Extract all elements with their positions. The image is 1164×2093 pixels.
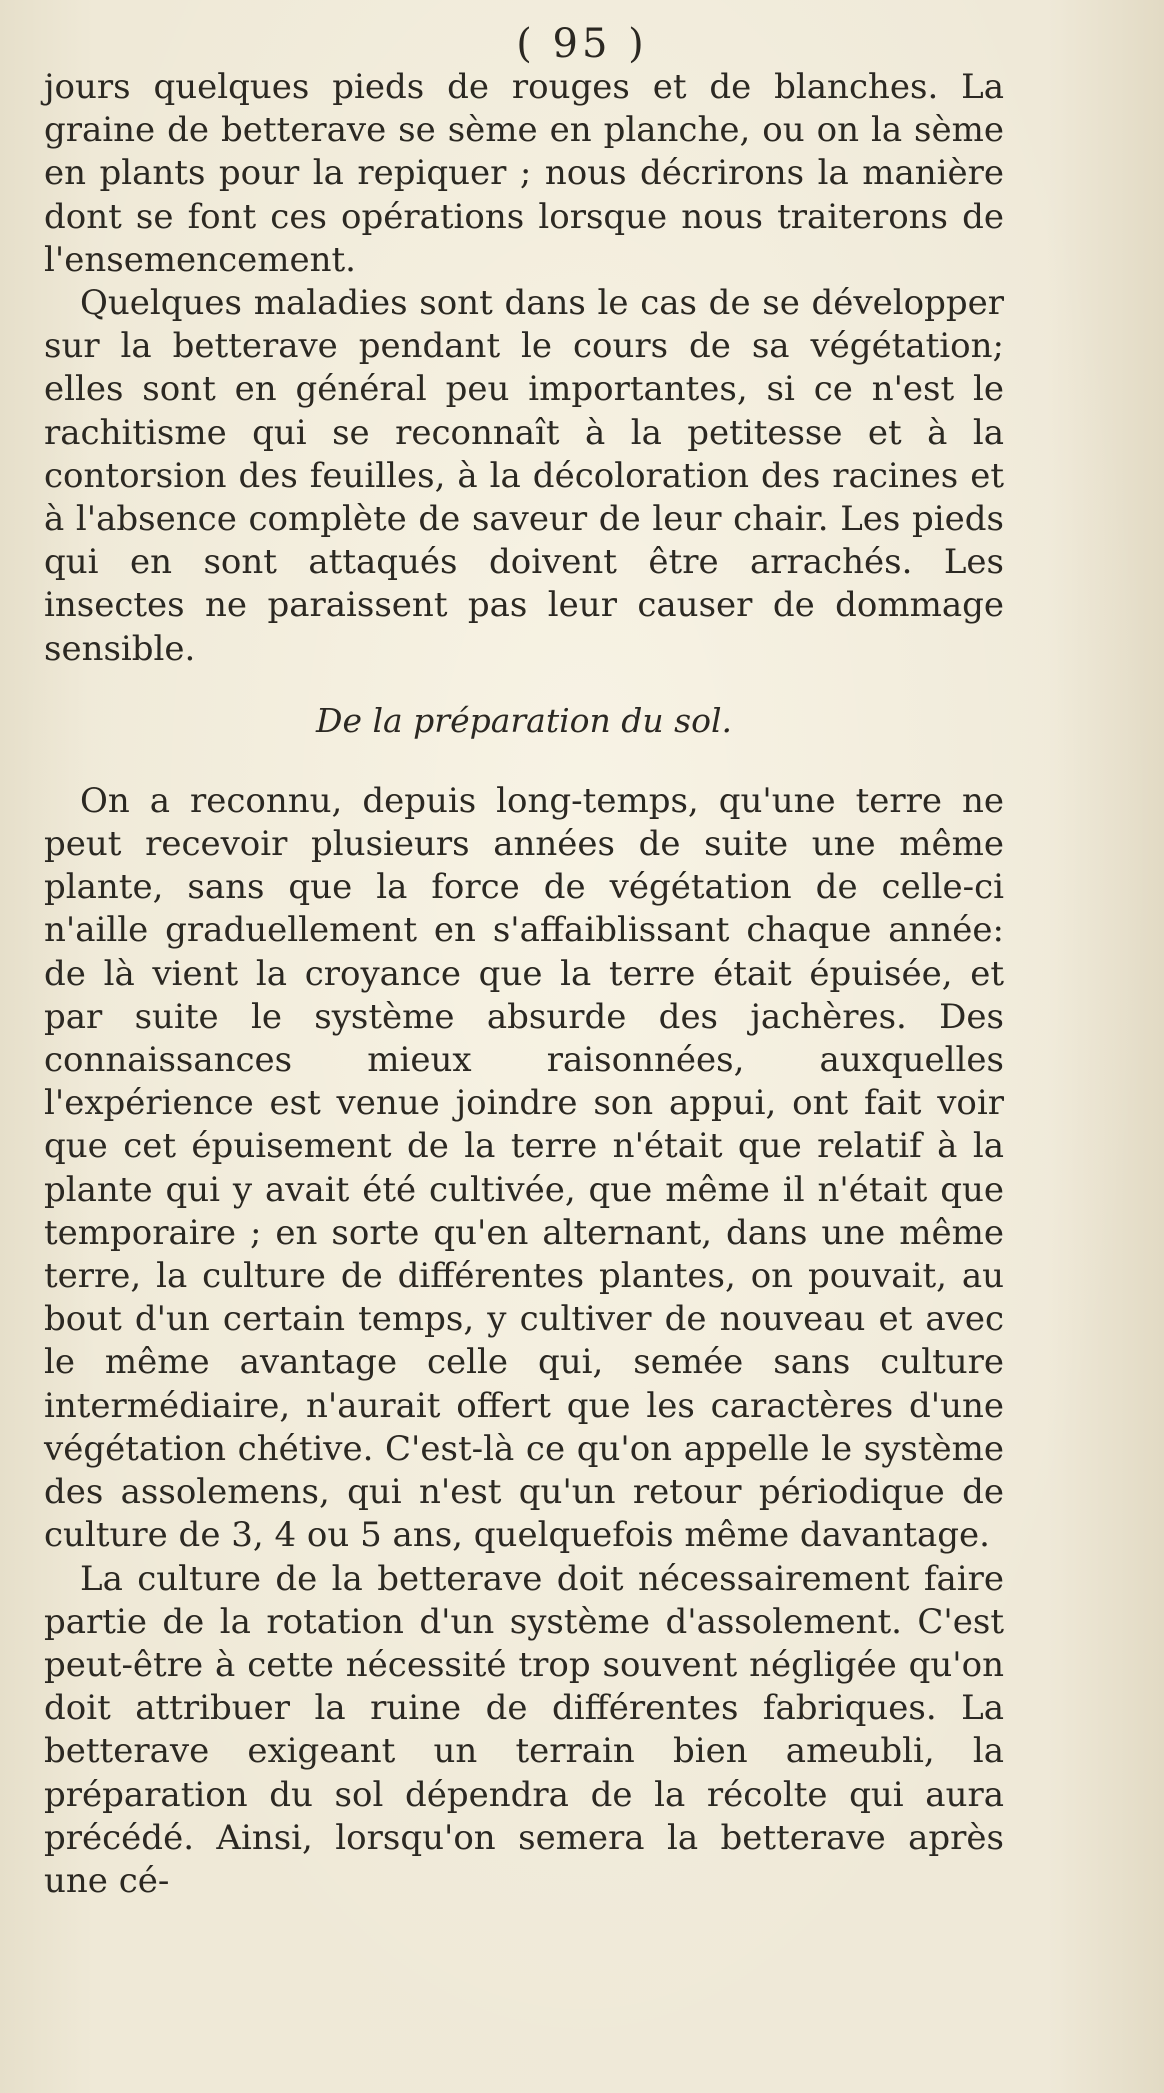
page-body — [44, 66, 1004, 1903]
paragraph-continuation: jours quelques pieds de rouges et de blanches. La graine de betterave se sème en planche, ou on la sème en plants pour la repiquer ; nous décrirons la manière dont se font ces opérations lorsque nous traiterons de l'ensemencement. — [44, 67, 1004, 280]
paragraph-maladies: Quelques maladies sont dans le cas de se développer sur la betterave pendant le cours de sa végétation; elles sont en général peu importantes, si ce n'est le rachitisme qui se reconnaît à la petitesse et à la contorsion des feuilles, à la décoloration des racines et à l'absence complète de saveur de leur chair. Les pieds qui en sont attaqués doivent être arrachés. Les insectes ne paraissent pas leur causer de dommage sensible. — [44, 283, 1004, 669]
section-heading: De la préparation du sol. — [315, 700, 732, 740]
paragraph-culture-betterave: La culture de la betterave doit nécessairement faire partie de la rotation d'un système d'assolement. C'est peut-être à cette nécessité trop souvent négligée qu'on doit attribuer la ruine de différentes fabriques. La betterave exigeant un terrain bien ameubli, la préparation du sol dépendra de la récolte qui aura précédé. Ainsi, lorsqu'on semera la betterave après une cé- — [44, 1558, 1004, 1901]
page-number: ( 95 ) — [516, 21, 648, 67]
paragraph-assolemens: On a reconnu, depuis long-temps, qu'une terre ne peut recevoir plusieurs années de suite une même plante, sans que la force de végétation de celle-ci n'aille graduellement en s'affaiblissant chaque année: de là vient la croyance que la terre était épuisée, et par suite le système absurde des jachères. Des connaissances mieux raisonnées, auxquelles l'expérience est venue joindre son appui, ont fait voir que cet épuisement de la terre n'était que relatif à la plante qui y avait été cultivée, que même il n'était que temporaire ; en sorte qu'en alternant, dans une même terre, la culture de différentes plantes, on pouvait, au bout d'un certain temps, y cultiver de nouveau et avec le même avantage celle qui, semée sans culture intermédiaire, n'aurait offert que les caractères d'une végétation chétive. C'est-là ce qu'on appelle le système des assolemens, qui n'est qu'un retour périodique de culture de 3, 4 ou 5 ans, quelquefois même davantage. — [44, 780, 1004, 1556]
